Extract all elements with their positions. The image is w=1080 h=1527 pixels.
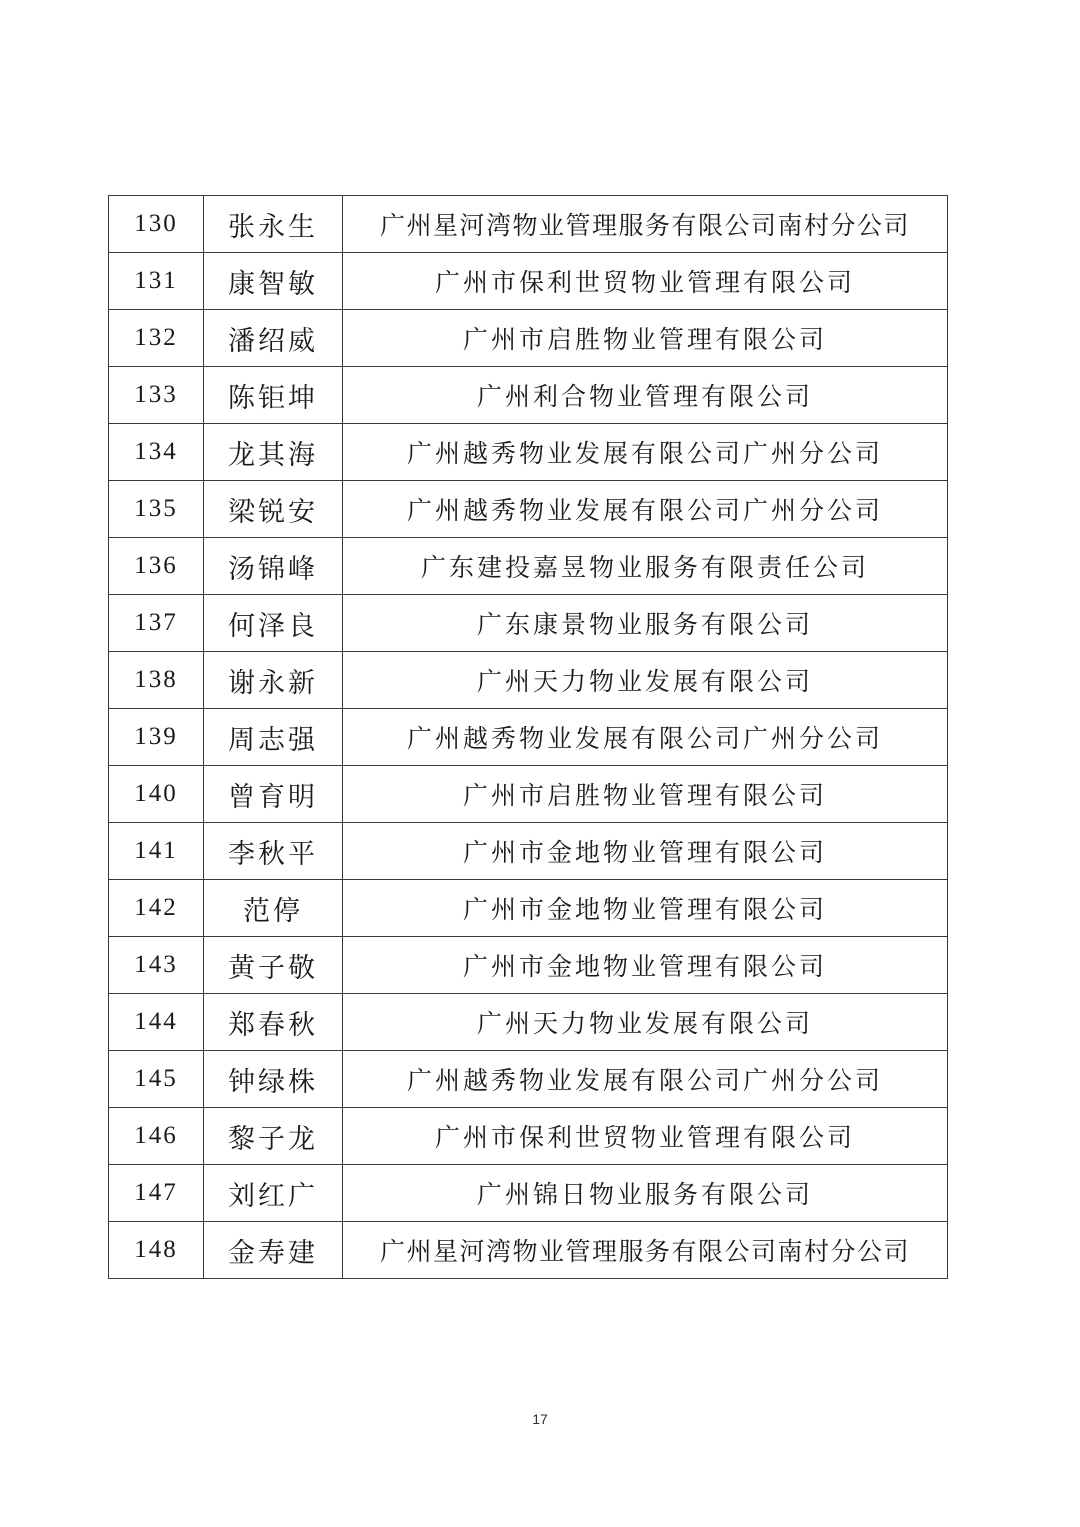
row-number: 141: [109, 823, 204, 880]
table-row: [109, 424, 948, 481]
row-number: 130: [109, 196, 204, 253]
person-name: 李秋平: [204, 823, 343, 880]
roster-body: [109, 196, 948, 1279]
table-row: [109, 709, 948, 766]
table-row: [109, 1108, 948, 1165]
person-name: 黎子龙: [204, 1108, 343, 1165]
table-row: [109, 367, 948, 424]
person-name: 龙其海: [204, 424, 343, 481]
row-number: 140: [109, 766, 204, 823]
person-name: 谢永新: [204, 652, 343, 709]
company-name: 广东康景物业服务有限公司: [343, 595, 948, 652]
person-name: 潘绍威: [204, 310, 343, 367]
table-row: [109, 652, 948, 709]
person-name: 康智敏: [204, 253, 343, 310]
company-name: 广州市金地物业管理有限公司: [343, 937, 948, 994]
table-row: [109, 538, 948, 595]
row-number: 144: [109, 994, 204, 1051]
person-name: 何泽良: [204, 595, 343, 652]
row-number: 146: [109, 1108, 204, 1165]
table-row: [109, 310, 948, 367]
person-name: 曾育明: [204, 766, 343, 823]
company-name: 广东建投嘉昱物业服务有限责任公司: [343, 538, 948, 595]
row-number: 136: [109, 538, 204, 595]
company-name: 广州利合物业管理有限公司: [343, 367, 948, 424]
table-row: [109, 196, 948, 253]
company-name: 广州市启胜物业管理有限公司: [343, 310, 948, 367]
table-row: [109, 937, 948, 994]
row-number: 132: [109, 310, 204, 367]
table-row: [109, 1051, 948, 1108]
person-name: 郑春秋: [204, 994, 343, 1051]
row-number: 133: [109, 367, 204, 424]
row-number: 147: [109, 1165, 204, 1222]
person-name: 汤锦峰: [204, 538, 343, 595]
company-name: 广州星河湾物业管理服务有限公司南村分公司: [343, 1222, 948, 1279]
roster-table: [108, 195, 948, 1279]
company-name: 广州星河湾物业管理服务有限公司南村分公司: [343, 196, 948, 253]
row-number: 145: [109, 1051, 204, 1108]
row-number: 131: [109, 253, 204, 310]
person-name: 范停: [204, 880, 343, 937]
row-number: 139: [109, 709, 204, 766]
table-row: [109, 1165, 948, 1222]
row-number: 138: [109, 652, 204, 709]
row-number: 143: [109, 937, 204, 994]
person-name: 周志强: [204, 709, 343, 766]
person-name: 黄子敬: [204, 937, 343, 994]
row-number: 134: [109, 424, 204, 481]
company-name: 广州市启胜物业管理有限公司: [343, 766, 948, 823]
row-number: 137: [109, 595, 204, 652]
company-name: 广州市保利世贸物业管理有限公司: [343, 1108, 948, 1165]
company-name: 广州市金地物业管理有限公司: [343, 823, 948, 880]
company-name: 广州天力物业发展有限公司: [343, 652, 948, 709]
person-name: 钟绿株: [204, 1051, 343, 1108]
row-number: 142: [109, 880, 204, 937]
company-name: 广州越秀物业发展有限公司广州分公司: [343, 709, 948, 766]
person-name: 张永生: [204, 196, 343, 253]
company-name: 广州越秀物业发展有限公司广州分公司: [343, 1051, 948, 1108]
table-row: [109, 823, 948, 880]
company-name: 广州越秀物业发展有限公司广州分公司: [343, 481, 948, 538]
company-name: 广州锦日物业服务有限公司: [343, 1165, 948, 1222]
person-name: 刘红广: [204, 1165, 343, 1222]
row-number: 148: [109, 1222, 204, 1279]
person-name: 梁锐安: [204, 481, 343, 538]
table-row: [109, 880, 948, 937]
table-row: [109, 1222, 948, 1279]
table-row: [109, 595, 948, 652]
page-number: 17: [532, 1411, 548, 1427]
company-name: 广州天力物业发展有限公司: [343, 994, 948, 1051]
person-name: 金寿建: [204, 1222, 343, 1279]
row-number: 135: [109, 481, 204, 538]
company-name: 广州市保利世贸物业管理有限公司: [343, 253, 948, 310]
company-name: 广州越秀物业发展有限公司广州分公司: [343, 424, 948, 481]
table-row: [109, 253, 948, 310]
table-row: [109, 994, 948, 1051]
company-name: 广州市金地物业管理有限公司: [343, 880, 948, 937]
person-name: 陈钜坤: [204, 367, 343, 424]
table-row: [109, 481, 948, 538]
table-row: [109, 766, 948, 823]
